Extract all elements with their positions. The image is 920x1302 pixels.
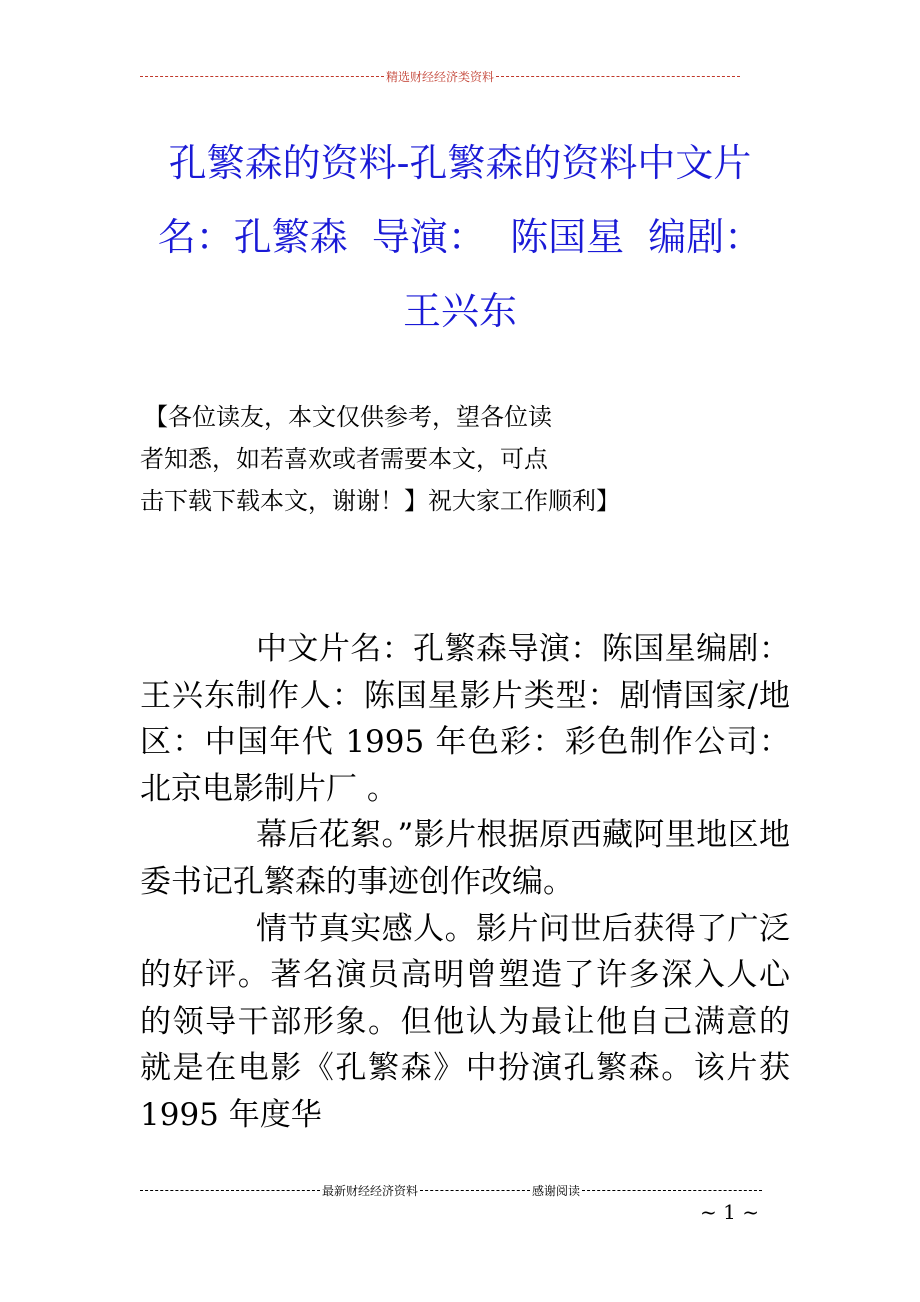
notice-line-3: 击下载下载本文，谢谢！】祝大家工作顺利】 [140,487,620,515]
header-label: 精选财经经济类资料 [386,69,495,84]
page-footer [140,1180,762,1200]
page-header [140,66,740,86]
footer-dash-right [582,1190,762,1191]
footer-dash-middle [420,1190,530,1191]
header-dash-right [496,76,740,77]
paragraph-2: 幕后花絮。”影片根据原西藏阿里地区地委书记孔繁森的事迹创作改编。 [140,817,790,900]
header-dash-left [140,76,384,77]
notice-line-1: 【各位读友，本文仅供参考，望各位读 [144,403,552,431]
paragraph-1: 中文片名：孔繁森导演：陈国星编剧：王兴东制作人：陈国星影片类型：剧情国家/地区：中国年代 1995 年色彩：彩色制作公司：北京电影制片厂 。 [140,631,790,807]
title-line-2: 名：孔繁森 导演： 陈国星 编剧： [157,215,763,259]
title-line-1: 孔繁森的资料-孔繁森的资料中文片 [168,141,752,185]
page-number: ~ 1 ~ [700,1200,759,1224]
footer-label-2: 感谢阅读 [532,1183,581,1198]
footer-label-1: 最新财经经济资料 [321,1183,418,1198]
notice-line-2: 者知悉，如若喜欢或者需要本文，可点 [140,445,548,473]
article-body [140,626,790,1139]
footer-dash-left [140,1190,320,1191]
document-title [120,126,800,348]
title-line-3: 王兴东 [402,289,517,333]
reader-notice [140,396,740,522]
paragraph-3: 情节真实感人。影片问世后获得了广泛的好评。著名演员高明曾塑造了许多深入人心的领导干部形象。但他认为最让他自己满意的就是在电影《孔繁森》中扮演孔繁森。该片获 1995 年度华 [140,910,790,1133]
